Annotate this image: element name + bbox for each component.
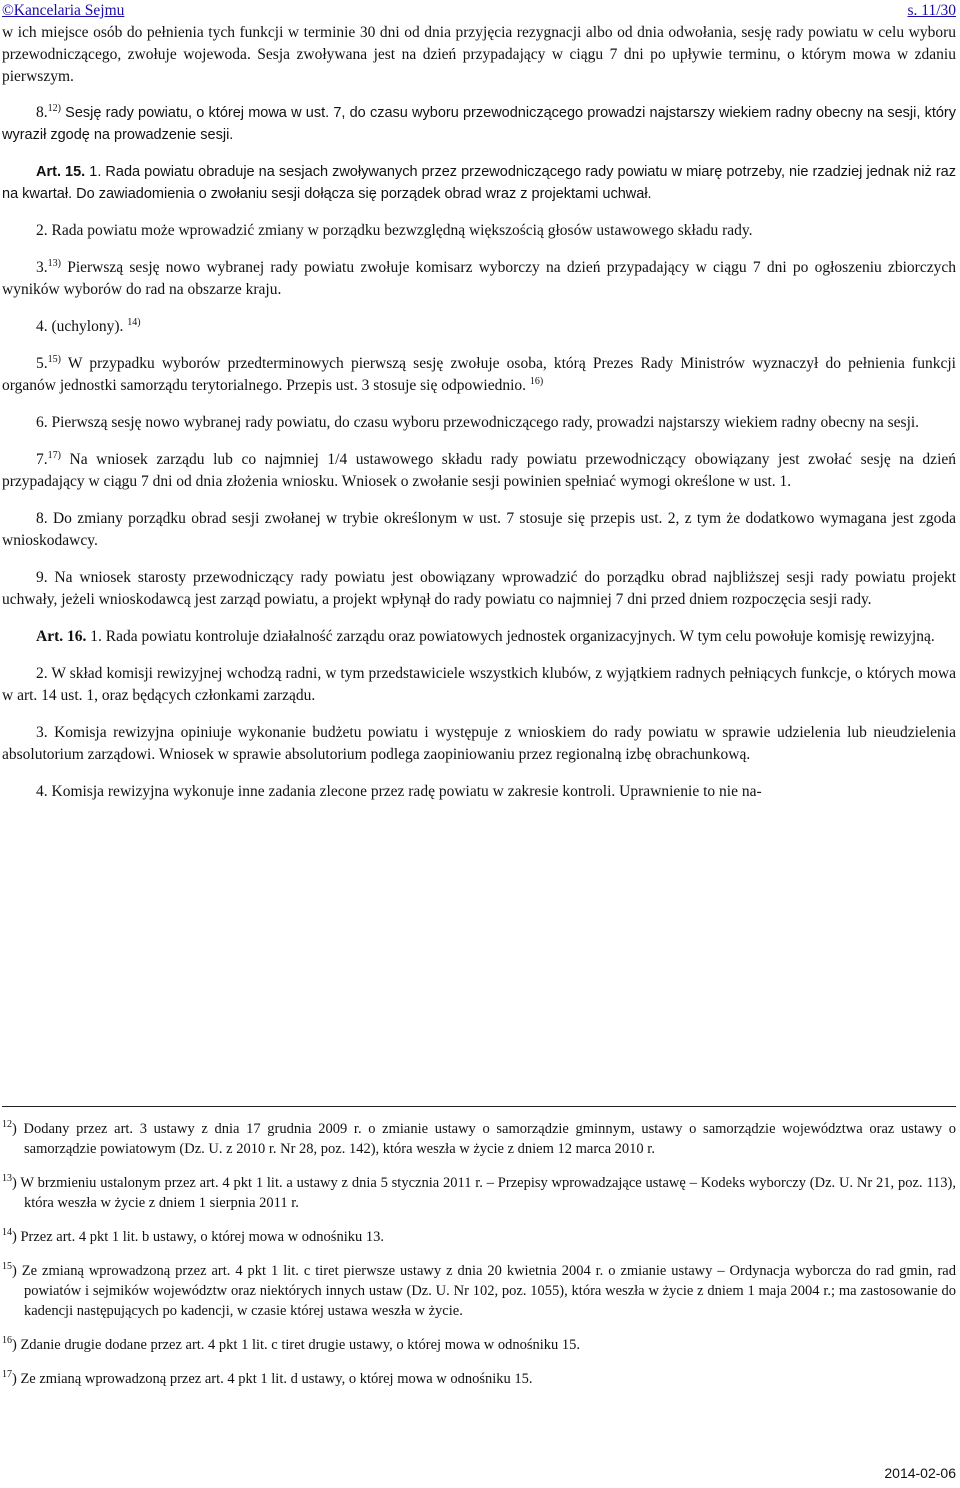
- paragraph-text: 1. Rada powiatu obraduje na sesjach zwoływanych przez przewodniczącego rady powiatu w miarę potrzeby, nie rzadziej jednak niż raz na kwartał. Do zawiadomienia o zwołaniu sesji dołącza się porządek obrad wraz z projektami uchwał.: [2, 164, 956, 202]
- footnote-text: ) Ze zmianą wprowadzoną przez art. 4 pkt 1 lit. c tiret pierwsze ustawy z dnia 20 kwietnia 2004 r. o zmianie ustawy – Ordynacja wyborcza do rad gmin, rad powiatów i sejmików województw oraz niektórych innych ustaw (Dz. U. Nr 102, poz. 1055), która weszła w życie z dniem 1 maja 2004 r.; ma zastosowanie do kadencji następujących po kadencji, w czasie której ustawa weszła w życie.: [12, 1263, 956, 1319]
- article-16-paragraph-1: [2, 626, 956, 648]
- article-15-paragraph-7: [2, 449, 956, 493]
- footnote-text: ) Ze zmianą wprowadzoną przez art. 4 pkt 1 lit. d ustawy, o której mowa w odnośniku 15.: [12, 1371, 533, 1387]
- article-16-paragraph-3: 3. Komisja rewizyjna opiniuje wykonanie budżetu powiatu i występuje z wnioskiem do rady powiatu w sprawie udzielenia lub nieudzielenia absolutorium zarządowi. Wniosek w sprawie absolutorium podlega zaopiniowaniu przez regionalną izbę obrachunkową.: [2, 724, 956, 763]
- article-15-paragraph-2: 2. Rada powiatu może wprowadzić zmiany w porządku bezwzględną większością głosów ustawowego składu rady.: [36, 222, 753, 239]
- article-heading: Art. 16.: [36, 628, 87, 645]
- paragraph-continuation: w ich miejsce osób do pełnienia tych funkcji w terminie 30 dni od dnia przyjęcia rezygnacji albo od dnia odwołania, sesję rady powiatu w celu wyboru przewodniczącego, zwołuje wojewoda. Sesja zwoływana jest na dzień przypadający w ciągu 7 dni po upływie terminu, o którym mowa w zdaniu pierwszym.: [2, 24, 956, 85]
- footnote-ref[interactable]: 15): [47, 353, 61, 365]
- footnote-text: ) W brzmieniu ustalonym przez art. 4 pkt 1 lit. a ustawy z dnia 5 stycznia 2011 r. – Przepisy wprowadzające ustawę – Kodeks wyborczy (Dz. U. Nr 21, poz. 113), która weszła w życie z dniem 1 sierpnia 2011 r.: [12, 1175, 956, 1211]
- paragraph-number: 5.: [36, 355, 48, 372]
- footnote-ref[interactable]: 13): [47, 257, 61, 269]
- article-16-paragraph-2: 2. W skład komisji rewizyjnej wchodzą radni, w tym przedstawiciele wszystkich klubów, z wyjątkiem radnych pełniących funkcje, o których mowa w art. 14 ust. 1, oraz będących członkami zarządu.: [2, 665, 956, 704]
- footnote-mark: 13: [2, 1173, 12, 1185]
- footnote-divider: [2, 1106, 956, 1107]
- paragraph-text: Na wniosek zarządu lub co najmniej 1/4 ustawowego składu rady powiatu przewodniczący obowiązany jest zwołać sesję na dzień przypadający w ciągu 7 dni od dnia złożenia wniosku. Wniosek o zwołanie sesji powinien spełniać wymogi określone w ust. 1.: [2, 451, 956, 490]
- page-header: [2, 0, 956, 22]
- page-number-link[interactable]: s. 11/30: [907, 2, 956, 19]
- footnote-mark: 15: [2, 1261, 12, 1273]
- article-15-paragraph-4: [2, 316, 956, 338]
- paragraph-text: 1. Rada powiatu kontroluje działalność zarządu oraz powiatowych jednostek organizacyjnych. W tym celu powołuje komisję rewizyjną.: [86, 628, 935, 645]
- paragraph-text: Pierwszą sesję nowo wybranej rady powiatu zwołuje komisarz wyborczy na dzień przypadający w ciągu 7 dni po ogłoszeniu zbiorczych wyników wyborów do rad na obszarze kraju.: [2, 259, 956, 298]
- footnote-15: [2, 1261, 956, 1321]
- article-heading: Art. 15.: [36, 164, 86, 180]
- document-body: [2, 22, 956, 818]
- footnote-text: ) Dodany przez art. 3 ustawy z dnia 17 grudnia 2009 r. o zmianie ustawy o samorządzie gminnym, ustawy o samorządzie województwa oraz ustawy o samorządzie powiatowym (Dz. U. z 2010 r. Nr 28, poz. 142), która weszła w życie z dniem 12 marca 2010 r.: [12, 1121, 956, 1157]
- footnote-text: ) Zdanie drugie dodane przez art. 4 pkt 1 lit. c tiret drugie ustawy, o której mowa w odnośniku 15.: [12, 1337, 581, 1353]
- footnote-ref[interactable]: 17): [47, 449, 61, 461]
- paragraph-number: 3.: [36, 259, 48, 276]
- footnote-mark: 16: [2, 1335, 12, 1347]
- footnote-14: [2, 1227, 956, 1247]
- footnote-ref[interactable]: 16): [529, 375, 544, 387]
- paragraph-8: [2, 102, 956, 146]
- article-15-paragraph-3: [2, 257, 956, 301]
- footnote-12: [2, 1119, 956, 1159]
- footnote-mark: 17: [2, 1369, 12, 1381]
- article-15-paragraph-5: [2, 353, 956, 397]
- paragraph-text: W przypadku wyborów przedterminowych pierwszą sesję zwołuje osoba, którą Prezes Rady Ministrów wyznaczył do pełnienia funkcji organów jednostki samorządu terytorialnego. Przepis ust. 3 stosuje się odpowiednio.: [2, 355, 956, 394]
- footnote-16: [2, 1335, 956, 1355]
- paragraph-number: 7.: [36, 451, 48, 468]
- article-15-paragraph-9: 9. Na wniosek starosty przewodniczący rady powiatu jest obowiązany wprowadzić do porządku obrad najbliższej sesji rady powiatu projekt uchwały, jeżeli wnioskodawcą jest zarząd powiatu, a projekt wpłynął do rady powiatu co najmniej 7 dni przed dniem rozpoczęcia sesji rady.: [2, 569, 956, 608]
- article-15-paragraph-1: [2, 161, 956, 205]
- paragraph-text: 4. (uchylony).: [36, 318, 124, 335]
- footnote-mark: 12: [2, 1119, 12, 1131]
- footnotes-section: [2, 1106, 956, 1403]
- footnote-13: [2, 1173, 956, 1213]
- footnote-text: ) Przez art. 4 pkt 1 lit. b ustawy, o której mowa w odnośniku 13.: [12, 1229, 384, 1245]
- article-15-paragraph-6: 6. Pierwszą sesję nowo wybranej rady powiatu, do czasu wyboru przewodniczącego rady, prowadzi najstarszy wiekiem radny obecny na sesji.: [36, 414, 920, 431]
- article-15-paragraph-8: 8. Do zmiany porządku obrad sesji zwołanej w trybie określonym w ust. 7 stosuje się przepis ust. 2, z tym że dodatkowo wymagana jest zgoda wnioskodawcy.: [2, 510, 956, 549]
- article-16-paragraph-4: 4. Komisja rewizyjna wykonuje inne zadania zlecone przez radę powiatu w zakresie kontroli. Uprawnienie to nie na-: [36, 783, 762, 800]
- footnote-ref[interactable]: 12): [47, 102, 61, 114]
- paragraph-number: 8.: [36, 104, 48, 121]
- document-date: 2014-02-06: [884, 1465, 956, 1481]
- footnote-mark: 14: [2, 1227, 12, 1239]
- kancelaria-sejmu-link[interactable]: ©Kancelaria Sejmu: [2, 2, 125, 19]
- footnote-17: [2, 1369, 956, 1389]
- footnote-ref[interactable]: 14): [127, 316, 141, 328]
- paragraph-text: Sesję rady powiatu, o której mowa w ust. 7, do czasu wyboru przewodniczącego prowadzi najstarszy wiekiem radny obecny na sesji, który wyraził zgodę na prowadzenie sesji.: [2, 105, 956, 143]
